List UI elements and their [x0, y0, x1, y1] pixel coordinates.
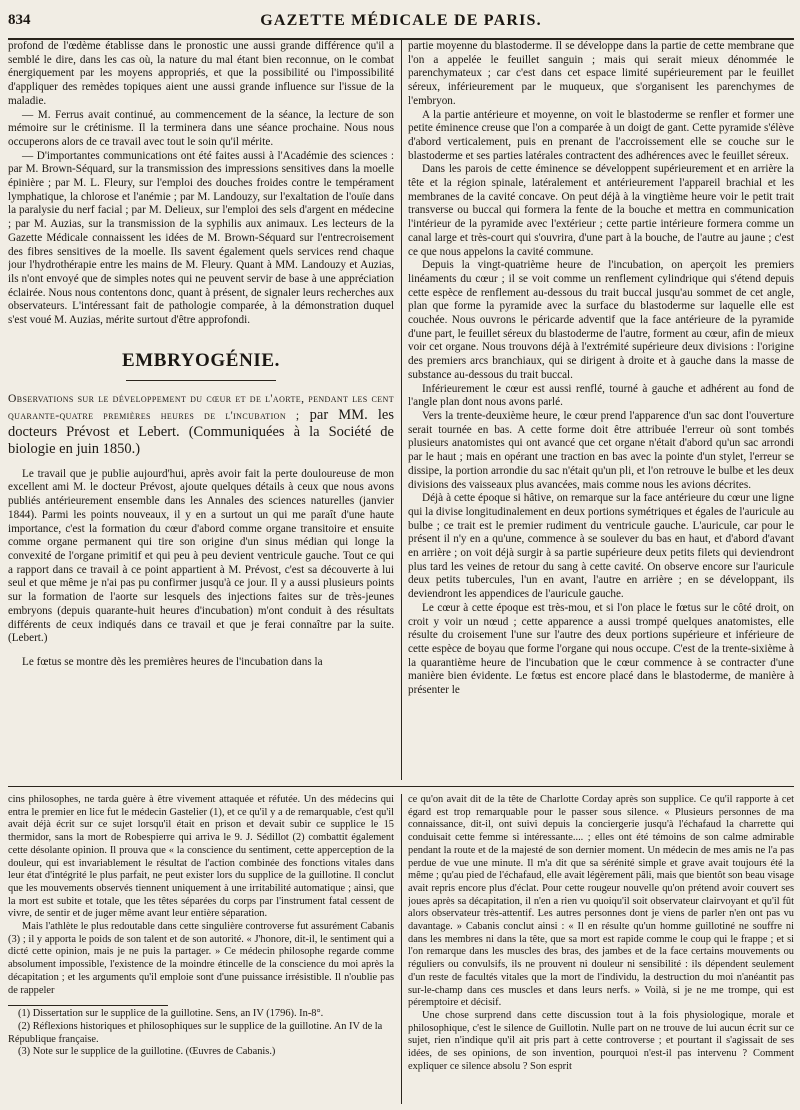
feuilleton-divider [8, 786, 794, 787]
paragraph: Vers la trente-deuxième heure, le cœur prend l'apparence d'un sac dont l'ouverture serait tournée en bas. A cette forme doit être attribuée l'erreur où sont tombés plusieurs anatomistes qui ont avancé que cet organe n'était d'abord qu'un sac arrondi par le haut ; mais en opérant une traction en bas avec la pointe d'un stylet, l'erreur se dissipe, la portion arrondie du sac n'était qu'un pli, et l'on retrouve le bulbe et les deux divisions des vaisseaux plus avancées, mais comme nous les avions décrites. [408, 409, 794, 491]
lower-left-column [8, 794, 394, 1104]
paragraph: Dans les parois de cette éminence se développent supérieurement et en arrière la tête et la région spinale, latéralement et antérieurement l'appareil brachial et les membranes de la cavité concave. On peut déjà à la vingtième heure voir le petit trait transverse ou buccal qui formera la fente de la bouche et mettra en communication l'intérieur de la pyramide avec l'extérieur ; cette partie intérieure formera comme un canal large et très-court qui s'ouvrira, d'une part à la bouche, de l'autre au jaune ; c'est ce que nous appelons la cavité commune. [408, 163, 794, 258]
paragraph: Le cœur à cette époque est très-mou, et si l'on place le fœtus sur le côté droit, on croit y voir un nœud ; cette apparence a aussi trompé quelques anatomistes, elle résulte du croisement l'une sur l'autre des deux portions supérieure et inférieure de cette espèce de boyau que forme l'organe qui nous occupe. C'est de la trente-sixième à la quarantième heure de l'incubation que le cœur commence à se contracter d'une manière bien évidente. Le fœtus est encore placé dans le blastoderme, de manière à présenter le [408, 601, 794, 697]
paragraph: — D'importantes communications ont été faites aussi à l'Académie des sciences : par M. Brown-Séquard, sur la transmission des impressions sensitives dans la moelle épinière ; par M. L. Fleury, sur l'emploi des douches froides contre le tempérament lymphatique, la chlorose et l'anémie ; par M. Landouzy, sur l'exaltation de l'ouïe dans la paralysie du nerf facial ; par M. Delieux, sur l'emploi des sels d'argent en médecine ; par M. Auzias, sur la transmission de la syphilis aux animaux. Les lecteurs de la Gazette Médicale connaissent les idées de M. Brown-Séquard sur l'entrecroisement des fibres sensitives de la moelle. Ils savent également quels services rend chaque jour l'hydrothérapie entre les mains de M. Fleury. Quant à MM. Landouzy et Auzias, ils n'ont envoyé que de simples notes qui ne peuvent servir de base à une appréciation éclairée. Nous nous contentons donc, quant à présent, de signaler leurs recherches aux observateurs. L'intéressant fait de pathologie comparée, à la démonstration duquel s'est voué M. Auzias, mérite surtout d'être approfondi. [8, 149, 394, 327]
footnote: (2) Réflexions historiques et philosophiques sur le supplice de la guillotine. An IV de la République française. [8, 1020, 383, 1045]
running-header [8, 8, 794, 40]
article-title-authors: par MM. les docteurs Prévost et Lebert. (Communiquées à la Société de biologie en juin 1850.) [8, 406, 394, 457]
paragraph: Depuis la vingt-quatrième heure de l'incubation, on aperçoit les premiers linéaments du cœur ; il se voit comme un renflement cylindrique qui s'étend depuis cette espèce de renflement au-dessous du trait buccal jusqu'au sommet de cet angle, plan que forme la pyramide avec la surface du blastoderme sur laquelle elle est couchée. Nous ouvrons le péricarde adventif que la face antérieure de la pyramide d'une part, le feuillet séreux du blastoderme de l'autre, forment au cœur, afin de mieux voir cet organe. Nous trouvons déjà à l'extrémité supérieure deux divisions : l'origine des premiers arcs branchiaux, qui se dirigent à droite et à gauche dans la masse de substance au-dessous du trait buccal. [408, 259, 794, 381]
upper-left-column [8, 40, 394, 780]
upper-right-column [408, 40, 794, 780]
paragraph: Déjà à cette époque si hâtive, on remarque sur la face antérieure du cœur une ligne qui la divise longitudinalement en deux portions symétriques et égales de l'auricule au bulbe ; ce trait est le premier rudiment du ventricule gauche. L'auricule, car pour le présent il n'y en a qu'une, commence à se soulever du bas en haut, et d'abord d'avant en arrière ; on voit déjà surgir à sa partie supérieure deux petits filets qui deviendront plus tard les veines de retour du sang à cette cavité. On observe encore sur l'auricule deux petits tubercules, l'un en avant, l'autre en arrière ; en se développant, ils deviendront les appendices de l'auricule gauche. [408, 492, 794, 601]
paragraph: cins philosophes, ne tarda guère à être vivement attaquée et réfutée. Un des médecins qui entra le premier en lice fut le médecin Gastelier (1), et ce qu'il y a de remarquable, c'est qu'il avait déjà écrit sur ce sujet lorsqu'il était en prison et devait subir ce supplice le 15 thermidor, sans la mort de Robespierre qui arriva le 9. J. Sédillot (2) combattit également cette désolante opinion. Il prouva que « la conscience du sentiment, cette apperception de la douleur, qui est invariablement le résultat de l'action combinée des fonctions vitales dans leur état d'intégrité le plus parfait, ne peut exister lors du supplice de la guillotine. Il conclut que les mouvements observés tiennent uniquement à une irritabilité automatique ; ainsi, que la mort est subite et totale, que les têtes séparées du corps par l'instrument fatal cessent de vivre, de sentir et de juger même avant leur entière séparation. [8, 794, 394, 920]
paragraph: A la partie antérieure et moyenne, on voit le blastoderme se renfler et former une petite éminence creuse que l'on a comparée à un doigt de gant. Cette pyramide s'élève d'abord verticalement, puis en prenant de l'accroissement elle se couche sur le blastoderme et ses parties latérales contractent des adhérences avec le feuillet séreux. [408, 108, 794, 162]
paragraph: Inférieurement le cœur est aussi renflé, tourné à gauche et adhérent au fond de l'angle plan dont nous avons parlé. [408, 382, 794, 409]
paragraph: Mais l'athlète le plus redoutable dans cette singulière controverse fut assurément Cabanis (3) ; il y apporta le poids de son talent et de son autorité. « J'honore, dit-il, le sentiment qui a dicté cette opinion, mais je ne puis la partager. » Ce médecin philosophe regarde comme absolument impossible, l'existence de la moindre étincelle de la conscience du moi après la décapitation ; et les arguments qu'il emploie sont d'une puissance irrésistible. Il n'oublie pas de rappeler [8, 921, 394, 996]
paragraph: Le fœtus se montre dès les premières heures de l'incubation dans la [22, 655, 323, 668]
paragraph: Le travail que je publie aujourd'hui, après avoir fait la perte douloureuse de mon excellent ami M. le docteur Prévost, ajoute quelques détails à ceux que nous avons publiés antérieurement ensemble dans les Annales des sciences naturelles (janvier 1844). Parmi les points nouveaux, il y en a surtout un qui me paraît d'une haute importance, c'est la formation du cœur d'abord comme organe transitoire et ensuite comme organe permanent qui tire son origine d'un sinus médian qui longe la convexité de l'organe primitif et qui peu à peu devient ventricule gauche. Tout ce qui a rapport dans ce travail à ce point appartient à M. Prévost, c'est sa découverte à lui seul et que même je n'ai pas pu confirmer jusqu'à ce jour. Il y a aussi plusieurs points sur la formation de l'aorte sur lesquels des injections faites sur de très-jeunes embryons (depuis quarante-huit heures d'incubation) m'ont conduit à des résultats différents de ceux indiqués dans ce travail et que je ferai connaître par la suite. (Lebert.) [8, 467, 394, 645]
lower-right-column [408, 794, 794, 1104]
heading-divider [126, 380, 276, 381]
footnote: (1) Dissertation sur le supplice de la guillotine. Sens, an IV (1796). In-8°. [18, 1008, 324, 1020]
journal-title: GAZETTE MÉDICALE DE PARIS. [260, 12, 542, 29]
column-divider [401, 794, 402, 1104]
paragraph: ce qu'on avait dit de la tête de Charlotte Corday après son supplice. Ce qu'il rapporte à cet égard est trop remarquable pour le passer sous silence. « Plusieurs personnes de ma connaissance, dit-il, ont suivi depuis la conciergerie jusqu'à l'échafaud la charrette qui conduisait cette femme si intéressante.... ; elles ont été témoins de son calme admirable pendant la route et de la majesté de son dernier moment. Un médecin de mes amis ne l'a pas perdue de vue une minute. Il m'a dit que sa sérénité simple et grave avait toujours été la même ; qu'au pied de l'échafaud, elle avait légèrement pâli, mais que bientôt son beau visage avait repris encore plus d'éclat. Pour cette rougeur nouvelle qu'on prétend avoir couvert ses joues après sa décapitation, il n'en a rien vu quoiqu'il soit observateur clairvoyant et qu'il fût alors observateur très-attentif. Les autres personnes dont je viens de parler n'en ont pas vu davantage. » Cabanis conclut ainsi : « Il en résulte qu'un homme guillotiné ne souffre ni dans les membres ni dans la tête, que sa mort est rapide comme le coup qui le frappe ; et si l'on remarque dans les muscles des bras, des jambes et de la face certains mouvements ou réguliers ou convulsifs, ils ne prouvent ni douleur ni sensibilité : ils dépendent seulement d'un reste de facultés vitales que la mort de l'individu, la destruction du moi n'anéantit pas sur-le-champ dans ces muscles et dans leurs nerfs. » Voilà, si je ne me trompe, qui est péremptoire et décisif. [408, 794, 794, 1009]
paragraph: — M. Ferrus avait continué, au commencement de la séance, la lecture de son mémoire sur le crétinisme. Il la terminera dans une séance prochaine. Nous nous occuperons alors de ce travail avec tout le soin qu'il mérite. [8, 108, 394, 148]
section-heading: EMBRYOGÉNIE. [121, 349, 281, 371]
column-divider [401, 40, 402, 780]
lower-section [8, 794, 794, 1104]
paragraph: Une chose surprend dans cette discussion tout à la fois physiologique, morale et philosophique, c'est le silence de Guillotin. Nulle part on ne trouve de lui aucun écrit sur ce sujet, rien n'indique qu'il ait pris part à cette controverse ; et pourtant il s'agissait de ses idées, de ses opinions, de son invention, pourquoi n'est-il pas intervenu ? Comment expliquer ce silence absolu ? Son esprit [408, 1009, 794, 1072]
article-title-main: Observations sur le développement du cœur et de l'aorte, pendant les cent quarante-quatre premières heures de l'incubation ; [8, 391, 394, 422]
article-title [8, 391, 394, 458]
footnote: (3) Note sur le supplice de la guillotine. (Œuvres de Cabanis.) [18, 1046, 276, 1058]
upper-section [8, 40, 794, 780]
paragraph: profond de l'œdème établisse dans le pronostic une aussi grande différence qu'il a semblé le dire, dans les cas où, la nature du mal étant bien reconnue, on le combat énergiquement par les moyens appropriés, et que la possibilité ou l'impossibilité d'appliquer des remèdes topiques aient une aussi grande influence sur l'issue de la maladie. [8, 40, 394, 107]
paragraph: partie moyenne du blastoderme. Il se développe dans la partie de cette membrane que l'on a appelée le feuillet sanguin ; mais qui serait mieux dénommée le parenchymateux ; car c'est dans cet espace limité supérieurement par le feuillet séreux, inférieurement par le muqueux, que s'organisent les parenchymes de l'embryon. [408, 40, 794, 107]
page-number: 834 [8, 12, 31, 28]
